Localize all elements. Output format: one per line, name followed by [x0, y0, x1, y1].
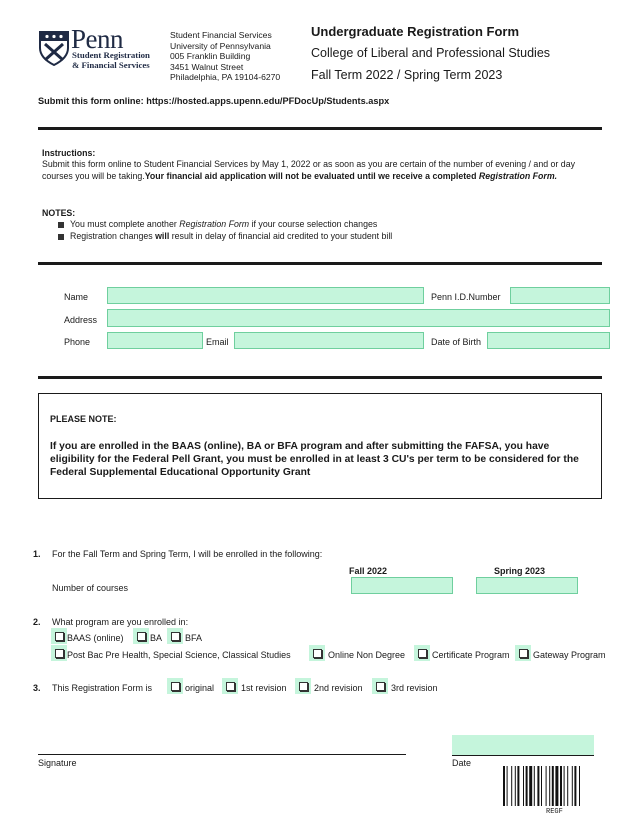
certificate-label: Certificate Program	[432, 650, 510, 660]
3rd-revision-checkbox[interactable]	[372, 678, 388, 694]
question-3-text: This Registration Form is	[52, 683, 153, 693]
baas-label: BAAS (online)	[67, 633, 124, 643]
name-label: Name	[64, 292, 89, 302]
bfa-checkbox[interactable]	[167, 628, 183, 644]
instructions	[42, 148, 602, 182]
1st-revision-checkbox[interactable]	[222, 678, 238, 694]
online-non-degree-checkbox[interactable]	[309, 645, 325, 661]
terms: Fall Term 2022 / Spring Term 2023	[311, 68, 503, 82]
baas-checkbox[interactable]	[51, 628, 67, 644]
college-name: College of Liberal and Professional Studies	[311, 46, 551, 60]
3rd-revision-label: 3rd revision	[391, 683, 438, 693]
dob-label: Date of Birth	[431, 337, 482, 347]
instructions-heading: Instructions:	[42, 148, 96, 158]
post-bac-checkbox[interactable]	[51, 645, 67, 661]
address-line: 005 Franklin Building	[170, 51, 251, 61]
please-note-text: If you are enrolled in the BAAS (online), BA or BFA program and after submitting the FAFSA, you have eligibility for the Federal Pell Grant, you must be enrolled in at least 3 CU's per term to be considered for the Federal Supplemental Educational Opportunity Grant	[50, 441, 579, 478]
question-1-text: For the Fall Term and Spring Term, I will be enrolled in the following:	[52, 549, 323, 559]
ba-label: BA	[150, 633, 163, 643]
address-label: Address	[64, 315, 98, 325]
2nd-revision-checkbox[interactable]	[295, 678, 311, 694]
divider	[38, 127, 602, 130]
penn-id-input[interactable]	[510, 287, 610, 304]
barcode-text: REGF	[546, 808, 563, 816]
address-line: University of Pennsylvania	[170, 40, 271, 51]
online-non-degree-label: Online Non Degree	[328, 650, 406, 660]
fall-courses-input[interactable]	[351, 577, 453, 594]
logo-line-2: & Financial Services	[72, 60, 150, 70]
phone-label: Phone	[64, 337, 91, 347]
number-of-courses-label: Number of courses	[52, 583, 129, 593]
signature-label: Signature	[38, 758, 77, 768]
address-line: Philadelphia, PA 19104-6270	[170, 72, 281, 82]
divider	[38, 376, 602, 379]
penn-shield-icon	[38, 30, 70, 66]
logo-line-1: Student Registration	[72, 50, 150, 60]
notes-heading: NOTES:	[42, 208, 76, 218]
certificate-checkbox[interactable]	[414, 645, 430, 661]
date-input[interactable]	[452, 735, 594, 756]
2nd-revision-label: 2nd revision	[314, 683, 363, 693]
notes	[42, 208, 392, 242]
barcode-icon	[503, 766, 607, 806]
original-checkbox[interactable]	[167, 678, 183, 694]
penn-logo	[38, 24, 158, 72]
fall-2022-label: Fall 2022	[349, 566, 388, 576]
question-2-text: What program are you enrolled in:	[52, 617, 189, 627]
please-note-box	[38, 393, 602, 499]
1st-revision-label: 1st revision	[241, 683, 287, 693]
logo-wordmark: Penn	[71, 24, 123, 54]
spring-2023-label: Spring 2023	[494, 566, 546, 576]
gateway-checkbox[interactable]	[515, 645, 531, 661]
phone-input[interactable]	[107, 332, 203, 349]
submit-online-text: Submit this form online: https://hosted.apps.upenn.edu/PFDocUp/Students.aspx	[38, 96, 390, 106]
original-label: original	[185, 683, 215, 693]
office-address	[170, 30, 280, 83]
question-3-number: 3.	[33, 683, 41, 693]
gateway-label: Gateway Program	[533, 650, 606, 660]
address-line: Student Financial Services	[170, 30, 272, 40]
name-input[interactable]	[107, 287, 424, 304]
email-input[interactable]	[234, 332, 424, 349]
note-item: You must complete another Registration Form if your course selection changes	[58, 219, 392, 230]
email-label: Email	[206, 337, 229, 347]
address-line: 3451 Walnut Street	[170, 61, 244, 72]
penn-id-label: Penn I.D.Number	[431, 292, 501, 302]
bfa-label: BFA	[185, 633, 203, 643]
question-2-number: 2.	[33, 617, 41, 627]
ba-checkbox[interactable]	[133, 628, 149, 644]
divider	[38, 262, 602, 265]
instructions-body: Submit this form online to Student Financial Services by May 1, 2022 or as soon as you are certain of the number of evening / and or day courses you will be taking.Your financial aid application will not be evaluated until we receive a completed Registration Form.	[42, 159, 575, 181]
question-1-number: 1.	[33, 549, 41, 559]
form-title: Undergraduate Registration Form	[311, 24, 520, 39]
please-note-heading: PLEASE NOTE:	[50, 414, 117, 424]
address-input[interactable]	[107, 309, 610, 327]
post-bac-label: Post Bac Pre Health, Special Science, Classical Studies	[67, 650, 291, 660]
dob-input[interactable]	[487, 332, 610, 349]
signature-line[interactable]	[38, 754, 406, 755]
note-item: Registration changes will result in delay of financial aid credited to your student bill	[58, 231, 392, 242]
spring-courses-input[interactable]	[476, 577, 578, 594]
date-label: Date	[452, 758, 472, 768]
